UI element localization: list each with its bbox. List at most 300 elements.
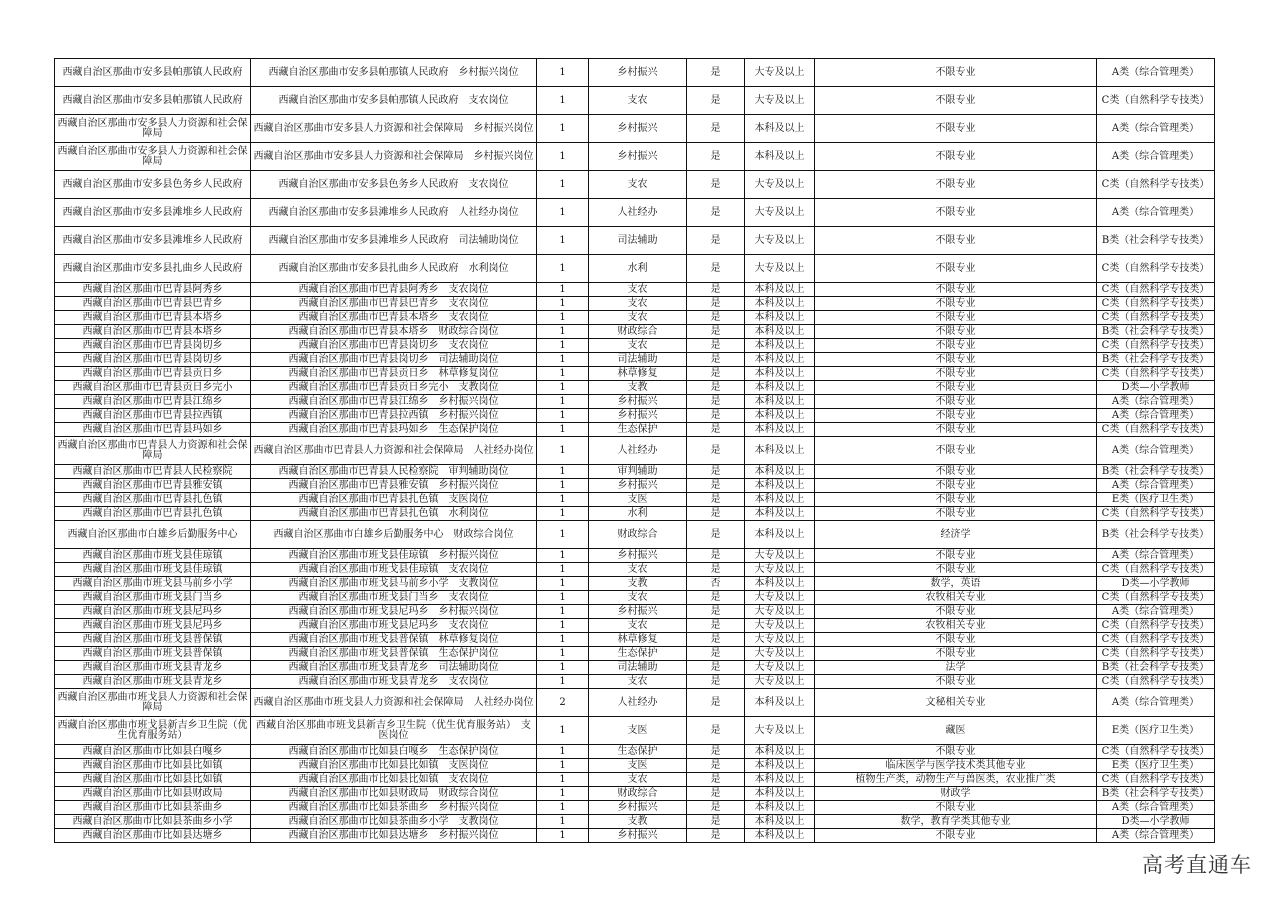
cell-department: 西藏自治区那曲市比如县比如镇 bbox=[55, 759, 251, 773]
cell-category: 审判辅助 bbox=[589, 465, 687, 479]
table-row bbox=[55, 829, 1215, 843]
table-row bbox=[55, 801, 1215, 815]
cell-count: 1 bbox=[537, 675, 589, 689]
cell-education: 本科及以上 bbox=[745, 311, 815, 325]
cell-grassroots: 是 bbox=[687, 381, 745, 395]
cell-exam-type: B类（社会科学专技类） bbox=[1097, 325, 1215, 339]
cell-grassroots: 否 bbox=[687, 577, 745, 591]
cell-grassroots: 是 bbox=[687, 465, 745, 479]
cell-department: 西藏自治区那曲市巴青县拉西镇 bbox=[55, 409, 251, 423]
cell-count: 1 bbox=[537, 549, 589, 563]
cell-education: 本科及以上 bbox=[745, 115, 815, 143]
cell-count: 1 bbox=[537, 647, 589, 661]
cell-count: 1 bbox=[537, 563, 589, 577]
cell-major: 不限专业 bbox=[815, 829, 1097, 843]
cell-exam-type: A类（综合管理类） bbox=[1097, 801, 1215, 815]
cell-education: 大专及以上 bbox=[745, 227, 815, 255]
cell-category: 财政综合 bbox=[589, 787, 687, 801]
cell-category: 司法辅助 bbox=[589, 227, 687, 255]
cell-department: 西藏自治区那曲市巴青县玛如乡 bbox=[55, 423, 251, 437]
cell-exam-type: A类（综合管理类） bbox=[1097, 549, 1215, 563]
cell-education: 本科及以上 bbox=[745, 493, 815, 507]
cell-grassroots: 是 bbox=[687, 255, 745, 283]
cell-category: 支医 bbox=[589, 759, 687, 773]
cell-count: 1 bbox=[537, 395, 589, 409]
cell-position: 西藏自治区那曲市巴青县扎色镇 支医岗位 bbox=[251, 493, 537, 507]
cell-exam-type: C类（自然科学专技类） bbox=[1097, 171, 1215, 199]
cell-position: 西藏自治区那曲市巴青县雅安镇 乡村振兴岗位 bbox=[251, 479, 537, 493]
cell-count: 1 bbox=[537, 143, 589, 171]
cell-position: 西藏自治区那曲市班戈县门当乡 支农岗位 bbox=[251, 591, 537, 605]
cell-exam-type: D类—小学教师 bbox=[1097, 815, 1215, 829]
cell-department: 西藏自治区那曲市比如县茶曲乡小学 bbox=[55, 815, 251, 829]
cell-major: 不限专业 bbox=[815, 199, 1097, 227]
cell-category: 水利 bbox=[589, 255, 687, 283]
cell-count: 1 bbox=[537, 507, 589, 521]
cell-education: 本科及以上 bbox=[745, 577, 815, 591]
table-row bbox=[55, 171, 1215, 199]
cell-grassroots: 是 bbox=[687, 367, 745, 381]
cell-education: 大专及以上 bbox=[745, 605, 815, 619]
cell-grassroots: 是 bbox=[687, 479, 745, 493]
cell-major: 不限专业 bbox=[815, 255, 1097, 283]
table-row bbox=[55, 493, 1215, 507]
table-row bbox=[55, 521, 1215, 549]
cell-department: 西藏自治区那曲市比如县财政局 bbox=[55, 787, 251, 801]
cell-education: 大专及以上 bbox=[745, 591, 815, 605]
cell-major: 数学，教育学类其他专业 bbox=[815, 815, 1097, 829]
cell-category: 林草修复 bbox=[589, 633, 687, 647]
cell-position: 西藏自治区那曲市班戈县佳琼镇 支农岗位 bbox=[251, 563, 537, 577]
cell-grassroots: 是 bbox=[687, 507, 745, 521]
cell-grassroots: 是 bbox=[687, 437, 745, 465]
cell-position: 西藏自治区那曲市巴青县人民检察院 审判辅助岗位 bbox=[251, 465, 537, 479]
cell-position: 西藏自治区那曲市巴青县巴青乡 支农岗位 bbox=[251, 297, 537, 311]
cell-education: 本科及以上 bbox=[745, 297, 815, 311]
cell-category: 乡村振兴 bbox=[589, 143, 687, 171]
cell-major: 不限专业 bbox=[815, 325, 1097, 339]
cell-category: 支农 bbox=[589, 297, 687, 311]
cell-grassroots: 是 bbox=[687, 283, 745, 297]
cell-exam-type: D类—小学教师 bbox=[1097, 381, 1215, 395]
cell-grassroots: 是 bbox=[687, 353, 745, 367]
cell-exam-type: E类（医疗卫生类） bbox=[1097, 717, 1215, 745]
cell-grassroots: 是 bbox=[687, 325, 745, 339]
cell-grassroots: 是 bbox=[687, 171, 745, 199]
cell-major: 不限专业 bbox=[815, 507, 1097, 521]
table-row bbox=[55, 437, 1215, 465]
cell-major: 不限专业 bbox=[815, 227, 1097, 255]
cell-count: 1 bbox=[537, 325, 589, 339]
cell-department: 西藏自治区那曲市安多县滩堆乡人民政府 bbox=[55, 199, 251, 227]
cell-grassroots: 是 bbox=[687, 227, 745, 255]
table-row bbox=[55, 255, 1215, 283]
cell-category: 人社经办 bbox=[589, 689, 687, 717]
cell-department: 西藏自治区那曲市巴青县本塔乡 bbox=[55, 325, 251, 339]
cell-grassroots: 是 bbox=[687, 675, 745, 689]
cell-major: 植物生产类，动物生产与兽医类，农业推广类 bbox=[815, 773, 1097, 787]
cell-education: 本科及以上 bbox=[745, 339, 815, 353]
cell-grassroots: 是 bbox=[687, 661, 745, 675]
cell-category: 司法辅助 bbox=[589, 353, 687, 367]
cell-exam-type: A类（综合管理类） bbox=[1097, 829, 1215, 843]
cell-position: 西藏自治区那曲市安多县人力资源和社会保障局 乡村振兴岗位 bbox=[251, 115, 537, 143]
cell-category: 支农 bbox=[589, 773, 687, 787]
cell-department: 西藏自治区那曲市安多县人力资源和社会保障局 bbox=[55, 115, 251, 143]
cell-category: 司法辅助 bbox=[589, 661, 687, 675]
cell-department: 西藏自治区那曲市班戈县佳琼镇 bbox=[55, 563, 251, 577]
cell-category: 财政综合 bbox=[589, 325, 687, 339]
cell-exam-type: A类（综合管理类） bbox=[1097, 409, 1215, 423]
table-row bbox=[55, 591, 1215, 605]
cell-grassroots: 是 bbox=[687, 801, 745, 815]
cell-education: 本科及以上 bbox=[745, 773, 815, 787]
cell-department: 西藏自治区那曲市巴青县阿秀乡 bbox=[55, 283, 251, 297]
cell-position: 西藏自治区那曲市班戈县新吉乡卫生院（优生优育服务站） 支医岗位 bbox=[251, 717, 537, 745]
cell-major: 临床医学与医学技术类其他专业 bbox=[815, 759, 1097, 773]
cell-grassroots: 是 bbox=[687, 619, 745, 633]
cell-category: 支农 bbox=[589, 619, 687, 633]
cell-count: 1 bbox=[537, 199, 589, 227]
table-row bbox=[55, 297, 1215, 311]
cell-count: 1 bbox=[537, 577, 589, 591]
cell-count: 1 bbox=[537, 283, 589, 297]
cell-category: 支农 bbox=[589, 87, 687, 115]
cell-department: 西藏自治区那曲市班戈县马前乡小学 bbox=[55, 577, 251, 591]
cell-count: 1 bbox=[537, 479, 589, 493]
cell-exam-type: C类（自然科学专技类） bbox=[1097, 283, 1215, 297]
cell-major: 不限专业 bbox=[815, 381, 1097, 395]
cell-department: 西藏自治区那曲市巴青县贡日乡 bbox=[55, 367, 251, 381]
cell-count: 1 bbox=[537, 367, 589, 381]
cell-department: 西藏自治区那曲市安多县帕那镇人民政府 bbox=[55, 59, 251, 87]
cell-position: 西藏自治区那曲市巴青县贡日乡完小 支教岗位 bbox=[251, 381, 537, 395]
cell-position: 西藏自治区那曲市巴青县拉西镇 乡村振兴岗位 bbox=[251, 409, 537, 423]
cell-exam-type: A类（综合管理类） bbox=[1097, 395, 1215, 409]
cell-count: 1 bbox=[537, 423, 589, 437]
cell-grassroots: 是 bbox=[687, 549, 745, 563]
cell-exam-type: B类（社会科学专技类） bbox=[1097, 353, 1215, 367]
cell-exam-type: C类（自然科学专技类） bbox=[1097, 591, 1215, 605]
cell-education: 本科及以上 bbox=[745, 367, 815, 381]
cell-grassroots: 是 bbox=[687, 409, 745, 423]
cell-position: 西藏自治区那曲市巴青县阿秀乡 支农岗位 bbox=[251, 283, 537, 297]
cell-exam-type: A类（综合管理类） bbox=[1097, 479, 1215, 493]
cell-education: 大专及以上 bbox=[745, 661, 815, 675]
cell-major: 不限专业 bbox=[815, 563, 1097, 577]
cell-exam-type: C类（自然科学专技类） bbox=[1097, 675, 1215, 689]
cell-category: 乡村振兴 bbox=[589, 829, 687, 843]
cell-education: 大专及以上 bbox=[745, 563, 815, 577]
cell-grassroots: 是 bbox=[687, 633, 745, 647]
cell-education: 本科及以上 bbox=[745, 745, 815, 759]
cell-major: 不限专业 bbox=[815, 171, 1097, 199]
cell-exam-type: C类（自然科学专技类） bbox=[1097, 297, 1215, 311]
cell-department: 西藏自治区那曲市安多县滩堆乡人民政府 bbox=[55, 227, 251, 255]
cell-major: 财政学 bbox=[815, 787, 1097, 801]
cell-education: 本科及以上 bbox=[745, 507, 815, 521]
cell-position: 西藏自治区那曲市班戈县佳琼镇 乡村振兴岗位 bbox=[251, 549, 537, 563]
cell-category: 生态保护 bbox=[589, 745, 687, 759]
cell-category: 乡村振兴 bbox=[589, 115, 687, 143]
cell-count: 1 bbox=[537, 493, 589, 507]
cell-exam-type: C类（自然科学专技类） bbox=[1097, 87, 1215, 115]
cell-exam-type: C类（自然科学专技类） bbox=[1097, 311, 1215, 325]
cell-education: 大专及以上 bbox=[745, 255, 815, 283]
table-row bbox=[55, 423, 1215, 437]
cell-grassroots: 是 bbox=[687, 563, 745, 577]
cell-major: 不限专业 bbox=[815, 675, 1097, 689]
cell-major: 农牧相关专业 bbox=[815, 591, 1097, 605]
cell-position: 西藏自治区那曲市巴青县本塔乡 财政综合岗位 bbox=[251, 325, 537, 339]
table-row bbox=[55, 815, 1215, 829]
cell-count: 1 bbox=[537, 815, 589, 829]
cell-category: 支医 bbox=[589, 493, 687, 507]
cell-position: 西藏自治区那曲市班戈县尼玛乡 乡村振兴岗位 bbox=[251, 605, 537, 619]
table-row bbox=[55, 59, 1215, 87]
cell-major: 不限专业 bbox=[815, 395, 1097, 409]
cell-count: 1 bbox=[537, 381, 589, 395]
cell-education: 本科及以上 bbox=[745, 143, 815, 171]
cell-education: 大专及以上 bbox=[745, 633, 815, 647]
cell-education: 本科及以上 bbox=[745, 465, 815, 479]
cell-category: 乡村振兴 bbox=[589, 409, 687, 423]
cell-department: 西藏自治区那曲市班戈县尼玛乡 bbox=[55, 605, 251, 619]
cell-position: 西藏自治区那曲市安多县扎曲乡人民政府 水利岗位 bbox=[251, 255, 537, 283]
table-row bbox=[55, 143, 1215, 171]
cell-category: 支农 bbox=[589, 283, 687, 297]
cell-grassroots: 是 bbox=[687, 759, 745, 773]
cell-position: 西藏自治区那曲市比如县茶曲乡 乡村振兴岗位 bbox=[251, 801, 537, 815]
cell-category: 支教 bbox=[589, 815, 687, 829]
cell-exam-type: C类（自然科学专技类） bbox=[1097, 507, 1215, 521]
cell-education: 本科及以上 bbox=[745, 283, 815, 297]
cell-category: 乡村振兴 bbox=[589, 605, 687, 619]
cell-exam-type: B类（社会科学专技类） bbox=[1097, 227, 1215, 255]
cell-department: 西藏自治区那曲市巴青县本塔乡 bbox=[55, 311, 251, 325]
cell-department: 西藏自治区那曲市安多县色务乡人民政府 bbox=[55, 171, 251, 199]
cell-major: 不限专业 bbox=[815, 801, 1097, 815]
cell-education: 大专及以上 bbox=[745, 549, 815, 563]
cell-education: 本科及以上 bbox=[745, 437, 815, 465]
cell-position: 西藏自治区那曲市班戈县普保镇 林草修复岗位 bbox=[251, 633, 537, 647]
cell-major: 不限专业 bbox=[815, 297, 1097, 311]
cell-education: 本科及以上 bbox=[745, 521, 815, 549]
cell-category: 水利 bbox=[589, 507, 687, 521]
cell-exam-type: D类—小学教师 bbox=[1097, 577, 1215, 591]
cell-department: 西藏自治区那曲市班戈县普保镇 bbox=[55, 633, 251, 647]
cell-grassroots: 是 bbox=[687, 297, 745, 311]
cell-count: 1 bbox=[537, 227, 589, 255]
cell-major: 不限专业 bbox=[815, 367, 1097, 381]
table-row bbox=[55, 465, 1215, 479]
cell-position: 西藏自治区那曲市安多县帕那镇人民政府 支农岗位 bbox=[251, 87, 537, 115]
table-row bbox=[55, 689, 1215, 717]
cell-major: 数学，英语 bbox=[815, 577, 1097, 591]
cell-category: 支农 bbox=[589, 675, 687, 689]
cell-department: 西藏自治区那曲市班戈县青龙乡 bbox=[55, 675, 251, 689]
cell-category: 支农 bbox=[589, 339, 687, 353]
cell-category: 人社经办 bbox=[589, 437, 687, 465]
cell-department: 西藏自治区那曲市巴青县岗切乡 bbox=[55, 339, 251, 353]
cell-position: 西藏自治区那曲市比如县比如镇 支医岗位 bbox=[251, 759, 537, 773]
position-table-body bbox=[55, 59, 1215, 843]
cell-education: 大专及以上 bbox=[745, 199, 815, 227]
cell-exam-type: A类（综合管理类） bbox=[1097, 437, 1215, 465]
table-row bbox=[55, 199, 1215, 227]
cell-grassroots: 是 bbox=[687, 745, 745, 759]
cell-category: 财政综合 bbox=[589, 521, 687, 549]
cell-exam-type: C类（自然科学专技类） bbox=[1097, 563, 1215, 577]
cell-grassroots: 是 bbox=[687, 773, 745, 787]
cell-department: 西藏自治区那曲市比如县达塘乡 bbox=[55, 829, 251, 843]
cell-exam-type: C类（自然科学专技类） bbox=[1097, 619, 1215, 633]
cell-education: 本科及以上 bbox=[745, 395, 815, 409]
cell-major: 不限专业 bbox=[815, 115, 1097, 143]
cell-education: 本科及以上 bbox=[745, 479, 815, 493]
cell-count: 1 bbox=[537, 745, 589, 759]
cell-education: 本科及以上 bbox=[745, 325, 815, 339]
cell-exam-type: B类（社会科学专技类） bbox=[1097, 521, 1215, 549]
cell-major: 不限专业 bbox=[815, 339, 1097, 353]
cell-exam-type: C类（自然科学专技类） bbox=[1097, 773, 1215, 787]
cell-count: 1 bbox=[537, 605, 589, 619]
table-row bbox=[55, 381, 1215, 395]
cell-education: 本科及以上 bbox=[745, 381, 815, 395]
cell-exam-type: A类（综合管理类） bbox=[1097, 59, 1215, 87]
cell-major: 法学 bbox=[815, 661, 1097, 675]
cell-grassroots: 是 bbox=[687, 59, 745, 87]
cell-exam-type: E类（医疗卫生类） bbox=[1097, 759, 1215, 773]
cell-department: 西藏自治区那曲市安多县帕那镇人民政府 bbox=[55, 87, 251, 115]
cell-category: 生态保护 bbox=[589, 647, 687, 661]
cell-grassroots: 是 bbox=[687, 395, 745, 409]
cell-category: 支教 bbox=[589, 381, 687, 395]
cell-department: 西藏自治区那曲市巴青县扎色镇 bbox=[55, 493, 251, 507]
table-row bbox=[55, 773, 1215, 787]
cell-department: 西藏自治区那曲市班戈县门当乡 bbox=[55, 591, 251, 605]
table-row bbox=[55, 745, 1215, 759]
cell-position: 西藏自治区那曲市班戈县青龙乡 支农岗位 bbox=[251, 675, 537, 689]
cell-position: 西藏自治区那曲市巴青县玛如乡 生态保护岗位 bbox=[251, 423, 537, 437]
cell-position: 西藏自治区那曲市巴青县本塔乡 支农岗位 bbox=[251, 311, 537, 325]
cell-department: 西藏自治区那曲市班戈县人力资源和社会保障局 bbox=[55, 689, 251, 717]
cell-department: 西藏自治区那曲市巴青县岗切乡 bbox=[55, 353, 251, 367]
cell-major: 不限专业 bbox=[815, 605, 1097, 619]
table-row bbox=[55, 661, 1215, 675]
cell-exam-type: B类（社会科学专技类） bbox=[1097, 465, 1215, 479]
cell-major: 不限专业 bbox=[815, 647, 1097, 661]
table-row bbox=[55, 759, 1215, 773]
cell-count: 1 bbox=[537, 619, 589, 633]
table-row bbox=[55, 675, 1215, 689]
cell-grassroots: 是 bbox=[687, 647, 745, 661]
cell-category: 支农 bbox=[589, 591, 687, 605]
cell-education: 大专及以上 bbox=[745, 717, 815, 745]
cell-major: 不限专业 bbox=[815, 59, 1097, 87]
cell-major: 不限专业 bbox=[815, 465, 1097, 479]
cell-count: 1 bbox=[537, 591, 589, 605]
table-row bbox=[55, 283, 1215, 297]
cell-grassroots: 是 bbox=[687, 521, 745, 549]
cell-position: 西藏自治区那曲市安多县滩堆乡人民政府 司法辅助岗位 bbox=[251, 227, 537, 255]
cell-department: 西藏自治区那曲市班戈县佳琼镇 bbox=[55, 549, 251, 563]
cell-grassroots: 是 bbox=[687, 591, 745, 605]
cell-count: 1 bbox=[537, 437, 589, 465]
cell-count: 1 bbox=[537, 59, 589, 87]
cell-position: 西藏自治区那曲市班戈县青龙乡 司法辅助岗位 bbox=[251, 661, 537, 675]
cell-exam-type: C类（自然科学专技类） bbox=[1097, 339, 1215, 353]
table-row bbox=[55, 633, 1215, 647]
cell-grassroots: 是 bbox=[687, 787, 745, 801]
watermark-text: 高考直通车 bbox=[1142, 853, 1252, 877]
cell-department: 西藏自治区那曲市比如县白嘎乡 bbox=[55, 745, 251, 759]
cell-education: 本科及以上 bbox=[745, 787, 815, 801]
cell-major: 不限专业 bbox=[815, 353, 1097, 367]
cell-position: 西藏自治区那曲市班戈县马前乡小学 支教岗位 bbox=[251, 577, 537, 591]
table-row bbox=[55, 115, 1215, 143]
cell-count: 1 bbox=[537, 255, 589, 283]
cell-position: 西藏自治区那曲市班戈县普保镇 生态保护岗位 bbox=[251, 647, 537, 661]
cell-grassroots: 是 bbox=[687, 87, 745, 115]
cell-position: 西藏自治区那曲市白雄乡后勤服务中心 财政综合岗位 bbox=[251, 521, 537, 549]
cell-education: 大专及以上 bbox=[745, 171, 815, 199]
cell-exam-type: C类（自然科学专技类） bbox=[1097, 367, 1215, 381]
cell-count: 1 bbox=[537, 339, 589, 353]
cell-position: 西藏自治区那曲市安多县色务乡人民政府 支农岗位 bbox=[251, 171, 537, 199]
cell-exam-type: A类（综合管理类） bbox=[1097, 143, 1215, 171]
cell-major: 不限专业 bbox=[815, 745, 1097, 759]
cell-education: 大专及以上 bbox=[745, 675, 815, 689]
cell-department: 西藏自治区那曲市巴青县巴青乡 bbox=[55, 297, 251, 311]
cell-count: 1 bbox=[537, 353, 589, 367]
cell-exam-type: A类（综合管理类） bbox=[1097, 199, 1215, 227]
cell-category: 林草修复 bbox=[589, 367, 687, 381]
cell-position: 西藏自治区那曲市巴青县岗切乡 支农岗位 bbox=[251, 339, 537, 353]
cell-category: 乡村振兴 bbox=[589, 549, 687, 563]
table-row bbox=[55, 619, 1215, 633]
cell-position: 西藏自治区那曲市巴青县江绵乡 乡村振兴岗位 bbox=[251, 395, 537, 409]
cell-category: 支教 bbox=[589, 577, 687, 591]
cell-education: 大专及以上 bbox=[745, 619, 815, 633]
cell-education: 本科及以上 bbox=[745, 759, 815, 773]
cell-count: 1 bbox=[537, 297, 589, 311]
cell-department: 西藏自治区那曲市班戈县尼玛乡 bbox=[55, 619, 251, 633]
table-row bbox=[55, 479, 1215, 493]
cell-major: 不限专业 bbox=[815, 549, 1097, 563]
cell-category: 支农 bbox=[589, 311, 687, 325]
table-row bbox=[55, 395, 1215, 409]
cell-major: 不限专业 bbox=[815, 633, 1097, 647]
table-row bbox=[55, 647, 1215, 661]
cell-count: 1 bbox=[537, 465, 589, 479]
cell-position: 西藏自治区那曲市班戈县人力资源和社会保障局 人社经办岗位 bbox=[251, 689, 537, 717]
cell-exam-type: C类（自然科学专技类） bbox=[1097, 633, 1215, 647]
cell-exam-type: C类（自然科学专技类） bbox=[1097, 423, 1215, 437]
table-row bbox=[55, 605, 1215, 619]
table-row bbox=[55, 563, 1215, 577]
cell-department: 西藏自治区那曲市比如县比如镇 bbox=[55, 773, 251, 787]
cell-exam-type: A类（综合管理类） bbox=[1097, 605, 1215, 619]
cell-count: 1 bbox=[537, 759, 589, 773]
cell-department: 西藏自治区那曲市安多县人力资源和社会保障局 bbox=[55, 143, 251, 171]
table-row bbox=[55, 717, 1215, 745]
cell-major: 不限专业 bbox=[815, 493, 1097, 507]
cell-major: 不限专业 bbox=[815, 479, 1097, 493]
table-row bbox=[55, 367, 1215, 381]
cell-exam-type: C类（自然科学专技类） bbox=[1097, 255, 1215, 283]
cell-department: 西藏自治区那曲市班戈县青龙乡 bbox=[55, 661, 251, 675]
